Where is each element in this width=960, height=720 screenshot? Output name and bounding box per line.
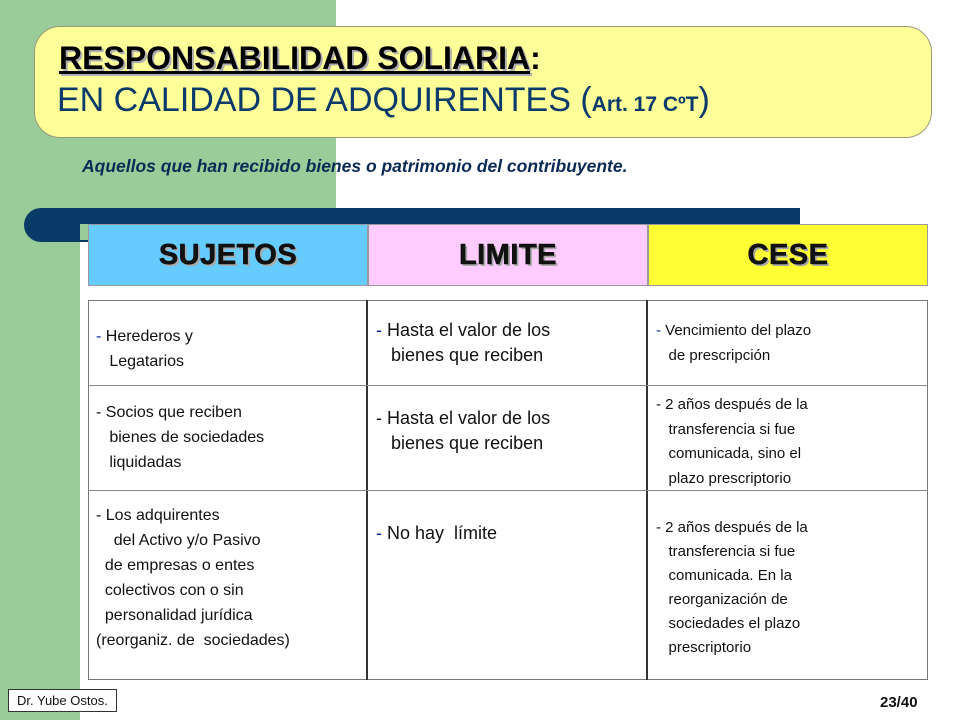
row1-limite	[376, 318, 550, 368]
row3-cese	[656, 516, 808, 660]
row1-cese-text: Vencimiento del plazo de prescripción	[665, 322, 812, 364]
row2-limite	[376, 406, 550, 456]
row2-limite-text: Hasta el valor de los bienes que reciben	[387, 408, 551, 453]
bullet-dash: -	[656, 519, 661, 536]
row1-sujetos-text: Herederos y Legatarios	[105, 328, 193, 370]
row3-limite-text: No hay límite	[382, 523, 498, 543]
page-number: 23/40	[880, 694, 918, 711]
bullet-dash: -	[96, 328, 102, 345]
header-cese-label: CESE	[747, 238, 829, 271]
row2-cese	[656, 393, 808, 491]
title-line-2	[57, 81, 710, 120]
row3-limite	[376, 521, 497, 546]
header-limite-label: LIMITE	[458, 238, 558, 271]
header-sujetos-label: SUJETOS	[158, 238, 298, 271]
title-line2-main: EN CALIDAD DE ADQUIRENTES (	[57, 81, 592, 119]
title-line-1	[59, 40, 541, 77]
row2-sujetos-text: Socios que reciben bienes de sociedades liquidadas	[105, 404, 265, 471]
header-sujetos	[88, 224, 368, 286]
row3-sujetos	[96, 503, 290, 653]
row2-sujetos	[96, 400, 264, 475]
subtitle: Aquellos que han recibido bienes o patrimonio del contribuyente.	[82, 156, 628, 176]
row1-limite-text: Hasta el valor de los bienes que reciben	[387, 320, 551, 365]
author-label: Dr. Yube Ostos.	[8, 689, 117, 712]
row3-sujetos-text: Los adquirentes del Activo y/o Pasivo de empresas o entes colectivos con o sin personalidad jurídica (reorganiz. de sociedades)	[96, 507, 290, 649]
bullet-dash: -	[656, 396, 661, 413]
row2-cese-text: 2 años después de la transferencia si fue comunicada, sino el plazo prescriptorio	[665, 396, 808, 487]
bullet-dash: -	[96, 404, 102, 421]
header-cese	[648, 224, 928, 286]
row-divider-1	[88, 385, 928, 386]
green-strip-overlap	[80, 224, 88, 240]
header-limite	[368, 224, 648, 286]
bullet-dash: -	[376, 408, 382, 428]
title-article: Art. 17 CºT	[591, 93, 699, 116]
title-line2-close: )	[698, 81, 710, 119]
bullet-dash: -	[96, 507, 102, 524]
title-box	[34, 26, 932, 138]
title-main: RESPONSABILIDAD SOLIARIA	[59, 40, 531, 76]
title-colon: :	[530, 40, 541, 76]
bullet-dash: -	[376, 523, 382, 543]
bullet-dash: -	[376, 320, 382, 340]
row1-cese	[656, 319, 811, 368]
row1-sujetos	[96, 324, 193, 374]
row3-cese-text: 2 años después de la transferencia si fue comunicada. En la reorganización de sociedades el plazo prescriptorio	[665, 519, 808, 656]
bullet-dash: -	[656, 322, 661, 339]
